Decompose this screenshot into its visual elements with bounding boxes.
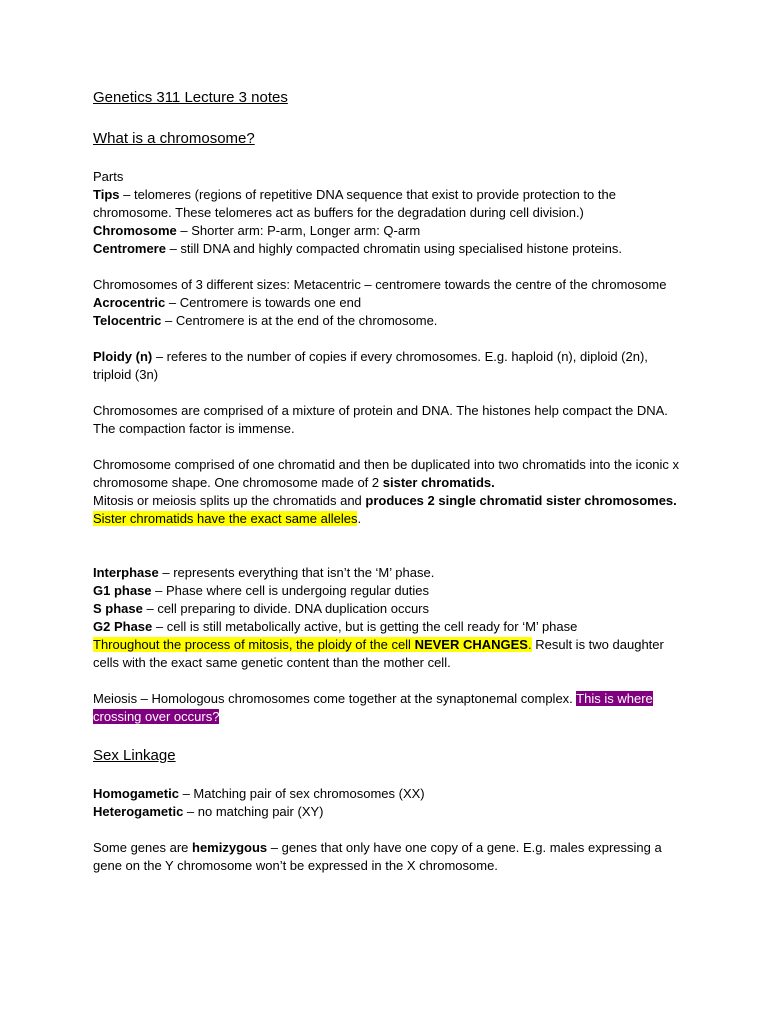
- telocentric-definition: [93, 312, 683, 330]
- chromosome-definition: [93, 222, 683, 240]
- mitosis-highlight-end: .: [527, 637, 532, 652]
- chromatid-text: Chromosome comprised of one chromatid and then be duplicated into two chromatids into the iconic x chromosome shape. One chromosome made of 2: [93, 457, 680, 490]
- s-text: – cell preparing to divide. DNA duplication occurs: [142, 601, 430, 616]
- centromere-text: – still DNA and highly compacted chromatin using specialised histone proteins.: [165, 241, 622, 256]
- ploidy-definition: [93, 348, 683, 384]
- g2-text: – cell is still metabolically active, but is getting the cell ready for ‘M’ phase: [152, 619, 578, 634]
- sister-chromatids-term: sister chromatids.: [382, 475, 495, 490]
- telocentric-term: Telocentric: [93, 313, 162, 328]
- section-heading-sex-linkage: Sex Linkage: [93, 747, 176, 764]
- document-title: Genetics 311 Lecture 3 notes: [93, 89, 288, 106]
- spacer: [93, 438, 683, 456]
- chromatid-paragraph: [93, 456, 683, 492]
- alleles-end: .: [357, 511, 362, 526]
- mitosis-rest: Result is two daughter cells with the exact same genetic content than the mother cell.: [93, 637, 664, 670]
- parts-label: Parts: [93, 169, 124, 184]
- meiosis-paragraph: [93, 690, 683, 726]
- sizes-paragraph: Chromosomes of 3 different sizes: Metacentric – centromere towards the centre of the chromosome: [93, 277, 667, 292]
- interphase-definition: [93, 564, 683, 582]
- alleles-highlight: Sister chromatids have the exact same alleles: [93, 511, 358, 526]
- heterogametic-text: – no matching pair (XY): [183, 804, 324, 819]
- tips-paragraph: [93, 186, 683, 222]
- spacer: [93, 528, 683, 564]
- hemizygous-term: hemizygous: [192, 840, 268, 855]
- g1-definition: [93, 582, 683, 600]
- meiosis-text: Meiosis – Homologous chromosomes come together at the synaptonemal complex.: [93, 691, 577, 706]
- interphase-text: – represents everything that isn’t the ‘M’ phase.: [158, 565, 435, 580]
- ploidy-text: – referes to the number of copies if every chromosomes. E.g. haploid (n), diploid (2n), triploid (3n): [93, 349, 648, 382]
- spacer: [93, 672, 683, 690]
- splitting-bold: produces 2 single chromatid sister chromosomes.: [365, 493, 677, 508]
- homogametic-term: Homogametic: [93, 786, 179, 801]
- g2-term: G2 Phase: [93, 619, 153, 634]
- ploidy-term: Ploidy (n): [93, 349, 153, 364]
- spacer: [93, 384, 683, 402]
- centromere-term: Centromere: [93, 241, 166, 256]
- splitting-text: Mitosis or meiosis splits up the chromatids and: [93, 493, 366, 508]
- centromere-definition: [93, 240, 683, 258]
- s-definition: [93, 600, 683, 618]
- g1-text: – Phase where cell is undergoing regular duties: [151, 583, 430, 598]
- g1-term: G1 phase: [93, 583, 152, 598]
- spacer: [93, 821, 683, 839]
- composition-paragraph: Chromosomes are comprised of a mixture of protein and DNA. The histones help compact the DNA. The compaction factor is immense.: [93, 403, 668, 436]
- hemizygous-pre: Some genes are: [93, 840, 193, 855]
- acrocentric-term: Acrocentric: [93, 295, 166, 310]
- interphase-term: Interphase: [93, 565, 159, 580]
- mitosis-paragraph: [93, 636, 683, 672]
- chromosome-term: Chromosome: [93, 223, 177, 238]
- hemizygous-paragraph: [93, 839, 683, 875]
- hemizygous-text: – genes that only have one copy of a gene. E.g. males expressing a gene on the Y chromosome won’t be expressed in the X chromosome.: [93, 840, 662, 873]
- mitosis-highlight-text: Throughout the process of mitosis, the ploidy of the cell: [93, 637, 415, 652]
- spacer: [93, 258, 683, 276]
- never-changes-bold: NEVER CHANGES: [414, 637, 528, 652]
- tips-text: – telomeres (regions of repetitive DNA sequence that exist to provide protection to the chromosome. These telomeres act as buffers for the degradation during cell division.): [93, 187, 616, 220]
- section-heading-chromosome: What is a chromosome?: [93, 130, 255, 147]
- telocentric-text: – Centromere is at the end of the chromosome.: [161, 313, 438, 328]
- mitosis-highlight: [93, 637, 532, 652]
- g2-definition: [93, 618, 683, 636]
- alleles-paragraph: [93, 510, 683, 528]
- s-term: S phase: [93, 601, 143, 616]
- homogametic-text: – Matching pair of sex chromosomes (XX): [178, 786, 425, 801]
- crossing-over-highlight: This is where crossing over occurs?: [93, 691, 653, 724]
- heterogametic-definition: [93, 803, 683, 821]
- acrocentric-text: – Centromere is towards one end: [165, 295, 362, 310]
- document-body: [93, 86, 683, 875]
- heterogametic-term: Heterogametic: [93, 804, 184, 819]
- acrocentric-definition: [93, 294, 683, 312]
- spacer: [93, 330, 683, 348]
- tips-term: Tips: [93, 187, 120, 202]
- chromosome-text: – Shorter arm: P-arm, Longer arm: Q-arm: [176, 223, 421, 238]
- homogametic-definition: [93, 785, 683, 803]
- splitting-paragraph: [93, 492, 683, 510]
